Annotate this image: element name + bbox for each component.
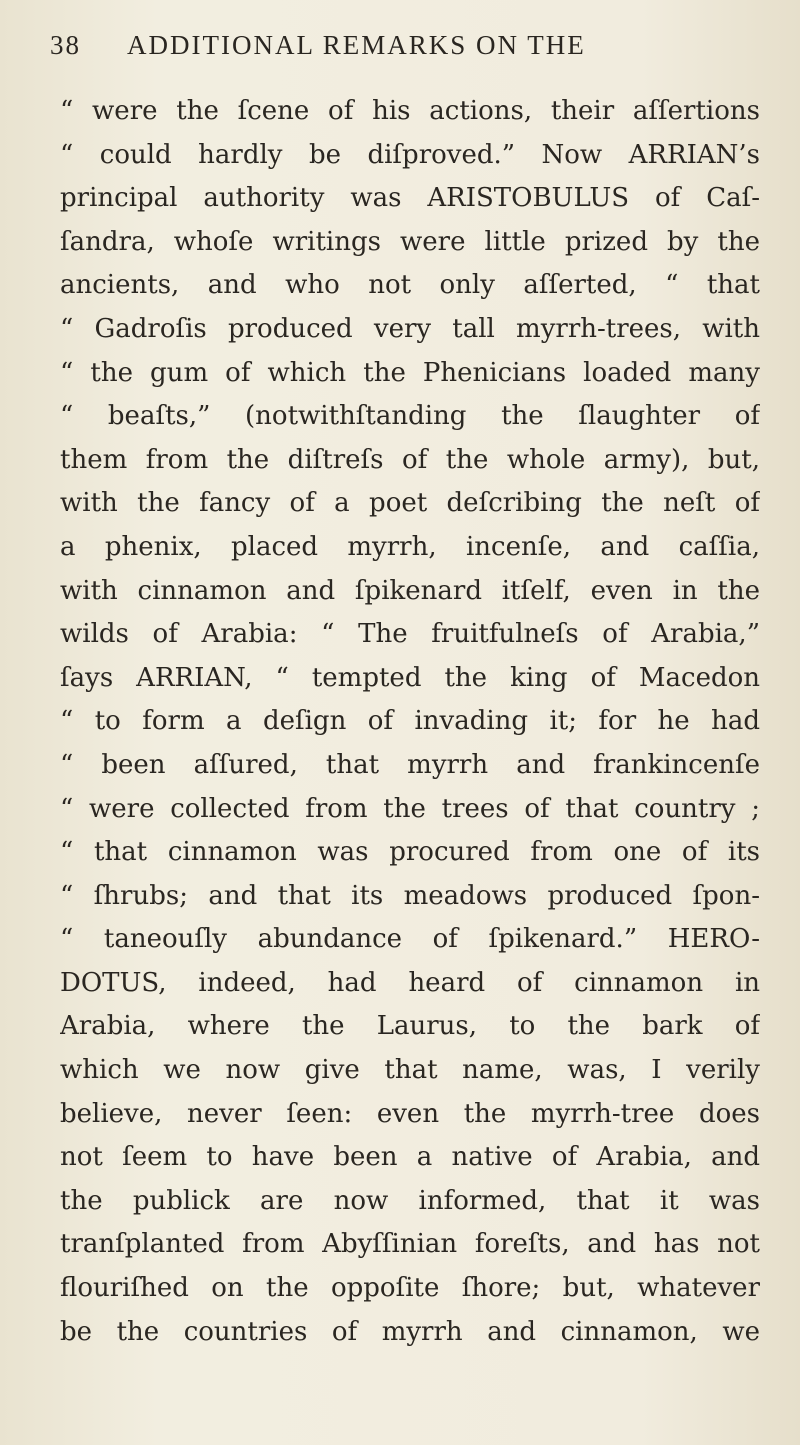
text-line: “ been aſſured, that myrrh and frankincenſe	[60, 749, 760, 780]
text-line: principal authority was ARISTOBULUS of Caſ-	[60, 183, 760, 214]
text-line: “ were the ſcene of his actions, their aſſertions	[60, 96, 760, 126]
running-head	[50, 20, 770, 68]
text-line: wilds of Arabia: “ The fruitfulneſs of Arabia,”	[60, 619, 760, 650]
text-line: believe, never ſeen: even the myrrh-tree does	[60, 1098, 760, 1129]
text-line: the publick are now informed, that it was	[60, 1185, 760, 1216]
body-text	[60, 90, 760, 1354]
text-line: “ could hardly be diſproved.” Now ARRIAN’s	[60, 139, 760, 170]
running-title: ADDITIONAL REMARKS ON THE	[127, 30, 586, 60]
text-line: “ to form a deſign of invading it; for he had	[60, 706, 760, 737]
text-line: with cinnamon and ſpikenard itſelf, even in the	[60, 575, 760, 606]
text-line: “ that cinnamon was procured from one of its	[60, 837, 760, 868]
text-line: a phenix, placed myrrh, incenſe, and caſſia,	[60, 531, 760, 562]
text-line: “ Gadroſis produced very tall myrrh-trees, with	[60, 313, 760, 344]
text-line: which we now give that name, was, I verily	[60, 1055, 760, 1086]
text-line: be the countries of myrrh and cinnamon, we	[60, 1316, 760, 1347]
text-line: “ beaſts,” (notwithſtanding the ſlaughter of	[60, 401, 760, 432]
text-line: them from the diſtreſs of the whole army), but,	[60, 444, 760, 475]
text-line: “ the gum of which the Phenicians loaded many	[60, 357, 760, 388]
text-line: tranſplanted from Abyſſinian foreſts, and has not	[60, 1229, 760, 1260]
text-line: ſandra, whoſe writings were little prized by the	[60, 226, 760, 257]
text-line: “ taneouſly abundance of ſpikenard.” HERO-	[60, 924, 760, 955]
text-line: Arabia, where the Laurus, to the bark of	[60, 1011, 760, 1042]
text-line: DOTUS, indeed, had heard of cinnamon in	[60, 967, 760, 998]
text-line: with the fancy of a poet deſcribing the neſt of	[60, 488, 760, 519]
text-line: ancients, and who not only aſſerted, “ that	[60, 270, 760, 301]
text-line: flouriſhed on the oppoſite ſhore; but, whatever	[60, 1273, 760, 1304]
text-line: “ ſhrubs; and that its meadows produced ſpon-	[60, 880, 760, 911]
text-line: “ were collected from the trees of that country ;	[60, 793, 760, 824]
text-line: not ſeem to have been a native of Arabia, and	[60, 1142, 760, 1173]
page-number: 38	[50, 30, 81, 60]
text-line: ſays ARRIAN, “ tempted the king of Macedon	[60, 662, 760, 693]
